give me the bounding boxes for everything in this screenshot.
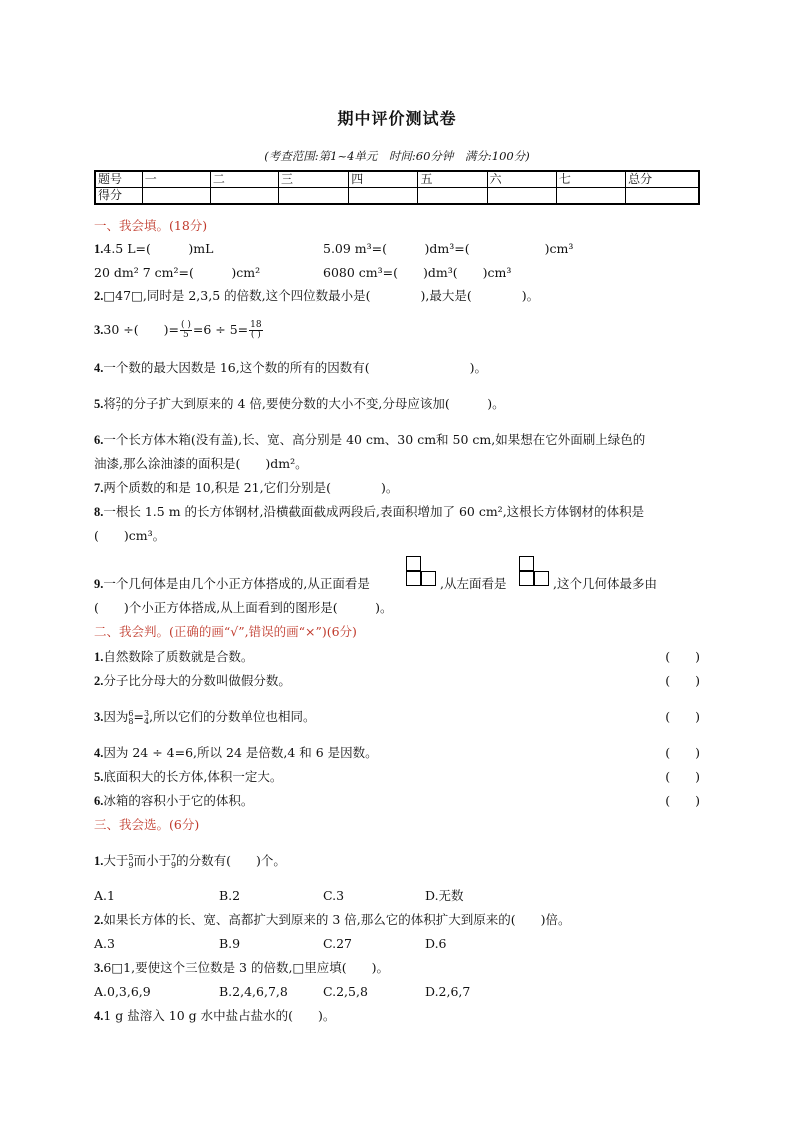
- question-text: ,所以它们的分数单位也相同。: [149, 709, 316, 724]
- equals-sign: =: [133, 709, 144, 724]
- fraction-denominator: 9: [171, 860, 177, 870]
- question-8: [94, 504, 644, 520]
- section-1-title: 一、我会填。(18分): [94, 218, 208, 233]
- fraction: [249, 321, 262, 340]
- question-text: 因为 24 ÷ 4=6,所以 24 是倍数,4 和 6 是因数。: [103, 745, 378, 760]
- question-text: 一个几何体是由几个小正方体搭成的,从正面看是: [103, 576, 370, 591]
- question-text: □47□,同时是 2,3,5 的倍数,这个四位数最小是( ),最大是( )。: [103, 288, 540, 303]
- table-cell: 六: [487, 171, 556, 188]
- table-cell: 七: [556, 171, 625, 188]
- left-view-figure: [518, 555, 554, 589]
- question-text: 两个质数的和是 10,积是 21,它们分别是( )。: [103, 480, 399, 495]
- question-text: 将: [103, 396, 116, 411]
- score-blank[interactable]: [279, 188, 349, 205]
- table-cell: 二: [210, 171, 278, 188]
- question-9: [94, 576, 370, 592]
- option-b[interactable]: B.2,4,6,7,8: [219, 984, 288, 999]
- score-blank[interactable]: [210, 188, 278, 205]
- option-c[interactable]: C.2,5,8: [323, 984, 368, 999]
- option-b[interactable]: B.9: [219, 936, 241, 951]
- cube-square: [519, 571, 534, 586]
- fraction-numerator: 18: [250, 320, 262, 330]
- question-number: 4.: [94, 746, 104, 760]
- fraction-numerator: 5: [128, 852, 134, 862]
- question-2: [94, 288, 539, 304]
- fraction-denominator: 8: [128, 716, 134, 726]
- question-number: 3.: [94, 323, 104, 337]
- question-number: 7.: [94, 481, 104, 495]
- choice-question-3: [94, 960, 389, 976]
- question-text: 大于: [103, 853, 129, 868]
- question-text: 6□1,要使这个三位数是 3 的倍数,□里应填( )。: [103, 960, 390, 975]
- answer-paren[interactable]: ( ): [665, 673, 700, 688]
- question-text: =6 ÷ 5=: [192, 322, 249, 337]
- section-3-title: 三、我会选。(6分): [94, 817, 200, 832]
- fraction-numerator: 6: [128, 708, 134, 718]
- question-number: 3.: [94, 961, 104, 975]
- option-b[interactable]: B.2: [219, 888, 241, 903]
- judge-item: [94, 769, 700, 785]
- cube-square: [519, 556, 534, 571]
- question-5: [94, 396, 505, 413]
- score-blank[interactable]: [487, 188, 556, 205]
- question-text: 自然数除了质数就是合数。: [103, 649, 254, 664]
- question-9-c: ,这个几何体最多由: [553, 576, 657, 591]
- option-c[interactable]: C.27: [323, 936, 352, 951]
- cube-square: [534, 571, 549, 586]
- question-text: 一个长方体木箱(没有盖),长、宽、高分别是 40 cm、30 cm和 50 cm,如果想在它外面刷上绿色的: [103, 432, 646, 447]
- question-text: 底面积大的长方体,体积一定大。: [103, 769, 283, 784]
- option-a[interactable]: A.3: [94, 936, 115, 951]
- question-text: 的分数有( )个。: [176, 853, 286, 868]
- question-4: [94, 360, 487, 376]
- fraction: [180, 321, 192, 340]
- question-text: 因为: [103, 709, 129, 724]
- option-a[interactable]: A.1: [94, 888, 115, 903]
- question-number: 4.: [94, 1009, 104, 1023]
- score-blank[interactable]: [626, 188, 699, 205]
- question-number: 6.: [94, 794, 104, 808]
- choice-question-2: [94, 912, 571, 928]
- page-title: 期中评价测试卷: [337, 109, 457, 128]
- question-number: 3.: [94, 710, 104, 724]
- fraction-numerator: ( ): [180, 320, 191, 330]
- table-cell: 一: [142, 171, 210, 188]
- question-text: 冰箱的容积小于它的体积。: [103, 793, 254, 808]
- question-1-c: 20 dm² 7 cm²=( )cm²: [94, 265, 261, 280]
- answer-paren[interactable]: ( ): [665, 769, 700, 784]
- answer-paren[interactable]: ( ): [665, 709, 700, 724]
- question-number: 6.: [94, 433, 104, 447]
- judge-item: [94, 745, 700, 761]
- question-number: 1.: [94, 650, 104, 664]
- question-number: 5.: [94, 397, 104, 411]
- question-text: 一个数的最大因数是 16,这个数的所有的因数有( )。: [103, 360, 487, 375]
- question-number: 8.: [94, 505, 104, 519]
- judge-item: [94, 793, 700, 809]
- score-blank[interactable]: [556, 188, 625, 205]
- option-d[interactable]: D.2,6,7: [425, 984, 471, 999]
- question-text: 30 ÷( )=: [103, 322, 179, 337]
- fraction-numerator: 3: [143, 708, 150, 718]
- question-text: 而小于: [133, 853, 171, 868]
- table-cell: 三: [279, 171, 349, 188]
- question-number: 2.: [94, 674, 104, 688]
- choice-question-1: [94, 853, 286, 870]
- question-6: [94, 432, 645, 448]
- score-table: [94, 170, 700, 205]
- option-c[interactable]: C.3: [323, 888, 345, 903]
- front-view-figure: [405, 555, 441, 589]
- question-text: 的分子扩大到原来的 4 倍,要使分数的大小不变,分母应该加( )。: [120, 396, 505, 411]
- option-d[interactable]: D.6: [425, 936, 447, 951]
- fraction-numerator: 2: [115, 395, 121, 405]
- page-subtitle: (考查范围:第1~4单元 时间:60分钟 满分:100分): [264, 149, 530, 163]
- cube-square: [406, 571, 421, 586]
- question-1-b: 5.09 m³=( )dm³=( )cm³: [323, 241, 574, 256]
- answer-paren[interactable]: ( ): [665, 649, 700, 664]
- score-blank[interactable]: [142, 188, 210, 205]
- answer-paren[interactable]: ( ): [665, 793, 700, 808]
- question-1: [94, 241, 213, 257]
- table-cell: 总分: [626, 171, 699, 188]
- fraction-denominator: 5: [183, 330, 189, 340]
- question-6-line2: 油漆,那么涂油漆的面积是( )dm²。: [94, 456, 308, 471]
- question-text: 如果长方体的长、宽、高都扩大到原来的 3 倍,那么它的体积扩大到原来的( )倍。: [103, 912, 571, 927]
- answer-paren[interactable]: ( ): [665, 745, 700, 760]
- table-cell: 四: [349, 171, 418, 188]
- question-8-line2: ( )cm³。: [94, 528, 166, 543]
- table-cell: 题号: [95, 171, 142, 188]
- choice-question-4: [94, 1008, 335, 1024]
- fraction-numerator: 7: [171, 852, 177, 862]
- table-score-row: [95, 188, 699, 205]
- question-text: 分子比分母大的分数叫做假分数。: [103, 673, 291, 688]
- question-9-line2: ( )个小正方体搭成,从上面看到的图形是( )。: [94, 600, 393, 615]
- cube-square: [406, 556, 421, 571]
- option-d[interactable]: D.无数: [425, 888, 464, 903]
- question-3: [94, 321, 264, 340]
- question-9-b: ,从左面看是: [440, 576, 507, 591]
- question-1-d: 6080 cm³=( )dm³( )cm³: [323, 265, 512, 280]
- question-number: 2.: [94, 289, 104, 303]
- question-text: 4.5 L=( )mL: [103, 241, 214, 256]
- fraction-denominator: 9: [128, 860, 134, 870]
- question-number: 1.: [94, 854, 104, 868]
- question-number: 2.: [94, 913, 104, 927]
- table-header-row: [95, 171, 699, 188]
- question-number: 4.: [94, 361, 104, 375]
- question-text: 一根长 1.5 m 的长方体钢材,沿横截面截成两段后,表面积增加了 60 cm²,这根长方体钢材的体积是: [103, 504, 645, 519]
- question-text: 1 g 盐溶入 10 g 水中盐占盐水的( )。: [103, 1008, 336, 1023]
- question-number: 9.: [94, 577, 104, 591]
- question-number: 1.: [94, 242, 104, 256]
- table-cell: 五: [418, 171, 487, 188]
- cube-square: [421, 571, 436, 586]
- score-blank[interactable]: [349, 188, 418, 205]
- judge-item: [94, 709, 700, 726]
- option-a[interactable]: A.0,3,6,9: [94, 984, 151, 999]
- fraction-denominator: 7: [115, 403, 121, 413]
- section-2-title: 二、我会判。(正确的画“√”,错误的画“×”)(6分): [94, 624, 357, 639]
- fraction-denominator: ( ): [250, 330, 261, 340]
- question-7: [94, 480, 398, 496]
- judge-item: [94, 673, 700, 689]
- judge-item: [94, 649, 700, 665]
- score-blank[interactable]: [418, 188, 487, 205]
- question-number: 5.: [94, 770, 104, 784]
- fraction-denominator: 4: [143, 716, 150, 726]
- table-cell: 得分: [95, 188, 142, 205]
